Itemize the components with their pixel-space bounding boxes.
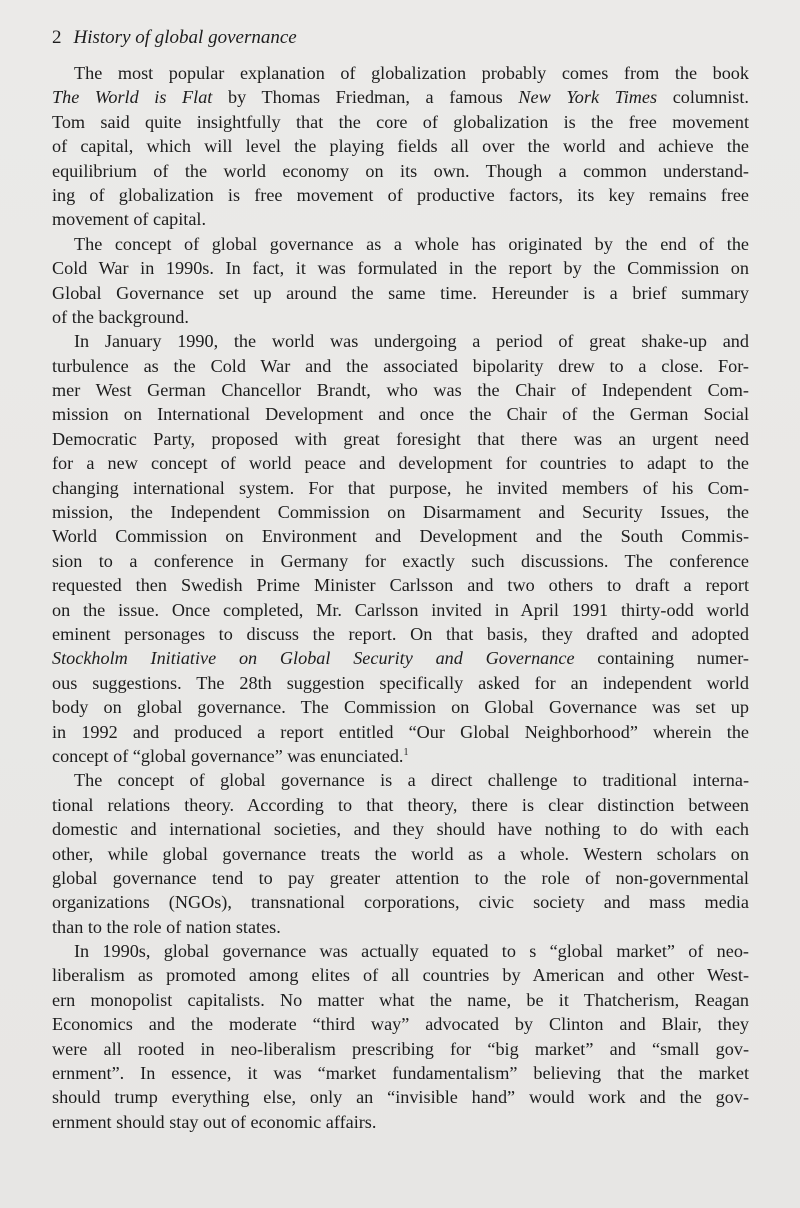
paragraph <box>52 232 749 330</box>
paragraph <box>52 939 749 1134</box>
text-run: Economics and the moderate “third way” advocated by Clinton and Blair, they <box>52 1014 749 1035</box>
italic-title: The World is Flat <box>52 87 213 108</box>
text-run: movement of capital. <box>52 209 207 230</box>
text-run: mer West German Chancellor Brandt, who was the Chair of Independent Com- <box>52 380 749 401</box>
text-line <box>52 281 749 305</box>
text-line <box>52 768 749 792</box>
text-run: Global Governance set up around the same time. Hereunder is a brief summary <box>52 282 749 303</box>
text-line <box>52 646 749 670</box>
text-run: should trump everything else, only an “invisible hand” would work and the gov- <box>52 1087 749 1108</box>
text-run: of capital, which will level the playing fields all over the world and achieve the <box>52 136 749 157</box>
paragraph <box>52 768 749 939</box>
text-run: equilibrium of the world economy on its own. Though a common understand- <box>52 160 749 181</box>
text-line <box>52 232 749 256</box>
text-line <box>52 1110 749 1134</box>
text-line <box>52 451 749 475</box>
text-run: Democratic Party, proposed with great foresight that there was an urgent need <box>52 428 749 449</box>
text-run: ernment should stay out of economic affairs. <box>52 1111 377 1132</box>
text-line <box>52 329 749 353</box>
text-line <box>52 598 749 622</box>
text-line <box>52 110 749 134</box>
text-line <box>52 988 749 1012</box>
text-line <box>52 939 749 963</box>
text-run: on the issue. Once completed, Mr. Carlsson invited in April 1991 thirty-odd world <box>52 599 749 620</box>
text-run: ing of globalization is free movement of productive factors, its key remains free <box>52 184 749 205</box>
text-run: sion to a conference in Germany for exactly such discussions. The conference <box>52 550 749 571</box>
text-line <box>52 622 749 646</box>
text-line <box>52 842 749 866</box>
text-run: other, while global governance treats the world as a whole. Western scholars on <box>52 843 749 864</box>
text-run: columnist. <box>657 87 749 108</box>
text-line <box>52 524 749 548</box>
text-line <box>52 549 749 573</box>
text-line <box>52 476 749 500</box>
text-line <box>52 183 749 207</box>
text-run: The most popular explanation of globalization probably comes from the book <box>74 63 749 83</box>
text-run: organizations (NGOs), transnational corporations, civic society and mass media <box>52 892 749 913</box>
text-run: World Commission on Environment and Development and the South Commis- <box>52 526 749 547</box>
text-run: body on global governance. The Commission on Global Governance was set up <box>52 697 749 718</box>
text-line <box>52 1037 749 1061</box>
text-line <box>52 890 749 914</box>
text-line <box>52 1061 749 1085</box>
paragraph <box>52 61 749 232</box>
text-run: eminent personages to discuss the report. On that basis, they drafted and adopted <box>52 623 749 644</box>
text-run: for a new concept of world peace and development for countries to adapt to the <box>52 453 749 474</box>
text-run: The concept of global governance as a whole has originated by the end of the <box>74 233 749 254</box>
text-line <box>52 159 749 183</box>
text-run: ern monopolist capitalists. No matter what the name, be it Thatcherism, Reagan <box>52 989 749 1010</box>
text-run: Cold War in 1990s. In fact, it was formulated in the report by the Commission on <box>52 258 749 279</box>
text-run: requested then Swedish Prime Minister Carlsson and two others to draft a report <box>52 575 749 596</box>
text-run: containing numer- <box>574 648 749 669</box>
text-run: turbulence as the Cold War and the associated bipolarity drew to a close. For- <box>52 355 749 376</box>
text-line <box>52 915 749 939</box>
text-run: liberalism as promoted among elites of all countries by American and other West- <box>52 965 749 986</box>
text-line <box>52 500 749 524</box>
text-line <box>52 256 749 280</box>
text-line <box>52 305 749 329</box>
text-run: ous suggestions. The 28th suggestion specifically asked for an independent world <box>52 672 749 693</box>
text-line <box>52 85 749 109</box>
text-run: concept of “global governance” was enunciated. <box>52 745 404 766</box>
text-line <box>52 573 749 597</box>
text-run: domestic and international societies, and they should have nothing to do with each <box>52 819 749 840</box>
text-line <box>52 354 749 378</box>
text-line <box>52 671 749 695</box>
text-line <box>52 963 749 987</box>
paragraph <box>52 329 749 768</box>
italic-title: New York Times <box>518 87 658 108</box>
text-line <box>52 1085 749 1109</box>
page-number: 2 <box>52 27 62 48</box>
text-line <box>52 427 749 451</box>
running-head <box>52 24 297 52</box>
footnote-marker: 1 <box>403 746 409 758</box>
text-line <box>52 207 749 231</box>
text-run: were all rooted in neo-liberalism prescribing for “big market” and “small gov- <box>52 1038 749 1059</box>
text-run: by Thomas Friedman, a famous <box>212 87 519 108</box>
text-line <box>52 1012 749 1036</box>
text-line <box>52 720 749 744</box>
text-line <box>52 402 749 426</box>
running-head-title: History of global governance <box>73 27 297 48</box>
text-line <box>52 61 749 85</box>
text-run: The concept of global governance is a direct challenge to traditional interna- <box>74 770 749 791</box>
text-run: mission on International Development and once the Chair of the German Social <box>52 404 749 425</box>
text-run: Tom said quite insightfully that the core of globalization is the free movement <box>52 111 749 132</box>
text-run: In 1990s, global governance was actually equated to s “global market” of neo- <box>74 941 749 962</box>
text-line <box>52 817 749 841</box>
text-run: changing international system. For that purpose, he invited members of his Com- <box>52 477 749 498</box>
text-line <box>52 134 749 158</box>
text-line <box>52 866 749 890</box>
text-run: in 1992 and produced a report entitled “Our Global Neighborhood” wherein the <box>52 721 749 742</box>
text-line <box>52 695 749 719</box>
text-line <box>52 793 749 817</box>
italic-title: Stockholm Initiative on Global Security and Governance <box>52 648 575 669</box>
text-run: global governance tend to pay greater attention to the role of non-governmental <box>52 867 749 888</box>
text-run: than to the role of nation states. <box>52 916 281 937</box>
text-run: of the background. <box>52 306 189 327</box>
text-line <box>52 378 749 402</box>
text-line <box>52 744 749 768</box>
text-run: mission, the Independent Commission on Disarmament and Security Issues, the <box>52 502 749 523</box>
text-run: In January 1990, the world was undergoing a period of great shake-up and <box>74 331 749 352</box>
text-run: tional relations theory. According to that theory, there is clear distinction between <box>52 794 749 815</box>
text-run: ernment”. In essence, it was “market fundamentalism” believing that the market <box>52 1063 749 1084</box>
body-text <box>52 61 749 1134</box>
